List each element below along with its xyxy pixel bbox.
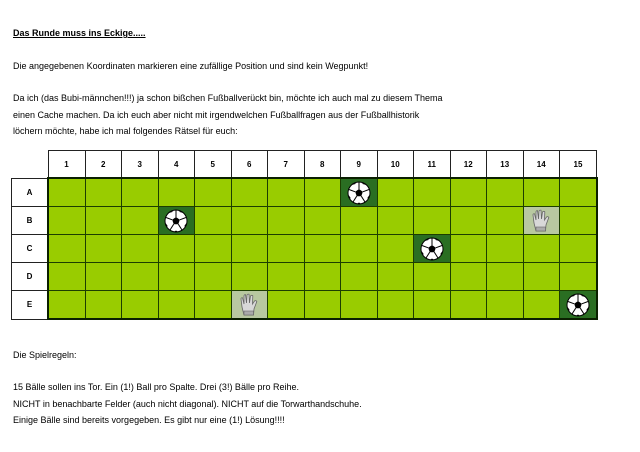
- grid-cell[interactable]: [195, 207, 232, 235]
- grid-cell[interactable]: [341, 291, 378, 320]
- grid-cell[interactable]: [523, 207, 560, 235]
- grid-cell[interactable]: [304, 235, 341, 263]
- grid-cell[interactable]: [450, 178, 487, 207]
- grid-cell[interactable]: [414, 235, 451, 263]
- grid-cell[interactable]: [195, 263, 232, 291]
- paragraph-line: löchern möchte, habe ich mal folgendes Rätsel für euch:: [13, 126, 238, 136]
- grid-cell[interactable]: [377, 178, 414, 207]
- grid-cell[interactable]: [414, 291, 451, 320]
- grid-cell[interactable]: [414, 178, 451, 207]
- paragraph-line: einen Cache machen. Da ich euch aber nicht mit irgendwelchen Fußballfragen aus der Fußballhistorik: [13, 110, 420, 120]
- grid-cell[interactable]: [231, 178, 268, 207]
- grid-cell[interactable]: [122, 207, 159, 235]
- grid-cell[interactable]: [195, 291, 232, 320]
- soccer-ball-icon: [159, 209, 195, 233]
- grid-cell[interactable]: [560, 207, 597, 235]
- grid-cell[interactable]: [377, 207, 414, 235]
- row-header: B: [12, 207, 49, 235]
- row-header: E: [12, 291, 49, 320]
- grid-cell[interactable]: [487, 235, 524, 263]
- rules-heading: Die Spielregeln:: [13, 350, 77, 360]
- grid-cell[interactable]: [487, 207, 524, 235]
- grid-cell[interactable]: [268, 207, 305, 235]
- paragraph-line: Da ich (das Bubi-männchen!!!) ja schon bißchen Fußballverückt bin, möchte ich auch mal zu diesem Thema: [13, 93, 443, 103]
- rule-line: NICHT in benachbarte Felder (auch nicht diagonal). NICHT auf die Torwarthandschuhe.: [13, 399, 362, 409]
- soccer-ball-icon: [560, 293, 596, 317]
- grid-cell[interactable]: [158, 207, 195, 235]
- column-header: 9: [341, 151, 378, 179]
- row-header: D: [12, 263, 49, 291]
- grid-cell[interactable]: [231, 235, 268, 263]
- grid-cell[interactable]: [377, 291, 414, 320]
- page-title: Das Runde muss ins Eckige.....: [13, 28, 146, 38]
- grid-cell[interactable]: [487, 291, 524, 320]
- grid-cell[interactable]: [268, 291, 305, 320]
- grid-cell[interactable]: [231, 207, 268, 235]
- grid-cell[interactable]: [158, 263, 195, 291]
- grid-corner: [12, 151, 49, 179]
- grid-cell[interactable]: [304, 263, 341, 291]
- grid-cell[interactable]: [85, 291, 122, 320]
- goalkeeper-glove-icon: [524, 209, 560, 233]
- grid-cell[interactable]: [122, 263, 159, 291]
- grid-cell[interactable]: [195, 178, 232, 207]
- column-header: 13: [487, 151, 524, 179]
- grid-cell[interactable]: [560, 291, 597, 320]
- goalkeeper-glove-icon: [232, 293, 268, 317]
- grid-cell[interactable]: [48, 235, 85, 263]
- row-header: C: [12, 235, 49, 263]
- column-header: 6: [231, 151, 268, 179]
- grid-cell[interactable]: [560, 263, 597, 291]
- intro-text: Die angegebenen Koordinaten markieren eine zufällige Position und sind kein Wegpunkt!: [13, 61, 369, 71]
- column-header: 12: [450, 151, 487, 179]
- column-header: 2: [85, 151, 122, 179]
- grid-cell[interactable]: [304, 178, 341, 207]
- column-header: 1: [48, 151, 85, 179]
- column-header: 15: [560, 151, 597, 179]
- column-header: 8: [304, 151, 341, 179]
- column-header: 11: [414, 151, 451, 179]
- grid-cell[interactable]: [48, 178, 85, 207]
- grid-cell[interactable]: [304, 291, 341, 320]
- grid-cell[interactable]: [268, 178, 305, 207]
- grid-cell[interactable]: [450, 291, 487, 320]
- grid-cell[interactable]: [158, 291, 195, 320]
- column-header: 7: [268, 151, 305, 179]
- grid-cell[interactable]: [48, 263, 85, 291]
- grid-cell[interactable]: [341, 178, 378, 207]
- grid-cell[interactable]: [487, 263, 524, 291]
- grid-cell[interactable]: [122, 235, 159, 263]
- grid-cell[interactable]: [523, 178, 560, 207]
- soccer-ball-icon: [341, 181, 377, 205]
- column-header: 10: [377, 151, 414, 179]
- grid-cell[interactable]: [523, 235, 560, 263]
- grid-cell[interactable]: [85, 207, 122, 235]
- grid-cell[interactable]: [122, 291, 159, 320]
- grid-cell[interactable]: [85, 235, 122, 263]
- grid-cell[interactable]: [268, 235, 305, 263]
- grid-cell[interactable]: [341, 263, 378, 291]
- rule-line: Einige Bälle sind bereits vorgegeben. Es gibt nur eine (1!) Lösung!!!!: [13, 415, 285, 425]
- grid-cell[interactable]: [450, 263, 487, 291]
- grid-cell[interactable]: [341, 207, 378, 235]
- grid-cell[interactable]: [231, 291, 268, 320]
- grid-cell[interactable]: [122, 178, 159, 207]
- grid-cell[interactable]: [487, 178, 524, 207]
- grid-cell[interactable]: [377, 263, 414, 291]
- column-header: 3: [122, 151, 159, 179]
- column-header: 5: [195, 151, 232, 179]
- grid-cell[interactable]: [560, 178, 597, 207]
- grid-cell[interactable]: [450, 235, 487, 263]
- grid-cell[interactable]: [304, 207, 341, 235]
- grid-cell[interactable]: [414, 263, 451, 291]
- grid-cell[interactable]: [85, 263, 122, 291]
- grid-cell[interactable]: [523, 291, 560, 320]
- rule-line: 15 Bälle sollen ins Tor. Ein (1!) Ball pro Spalte. Drei (3!) Bälle pro Reihe.: [13, 382, 299, 392]
- grid-cell[interactable]: [450, 207, 487, 235]
- grid-cell[interactable]: [231, 263, 268, 291]
- grid-cell[interactable]: [341, 235, 378, 263]
- grid-cell[interactable]: [268, 263, 305, 291]
- row-header: A: [12, 178, 49, 207]
- grid-cell[interactable]: [48, 207, 85, 235]
- grid-cell[interactable]: [523, 263, 560, 291]
- grid-cell[interactable]: [158, 178, 195, 207]
- grid-cell[interactable]: [85, 178, 122, 207]
- grid-cell[interactable]: [158, 235, 195, 263]
- grid-cell[interactable]: [195, 235, 232, 263]
- column-header: 4: [158, 151, 195, 179]
- grid-cell[interactable]: [414, 207, 451, 235]
- soccer-ball-icon: [414, 237, 450, 261]
- column-header: 14: [523, 151, 560, 179]
- grid-cell[interactable]: [48, 291, 85, 320]
- grid-cell[interactable]: [377, 235, 414, 263]
- puzzle-grid: [11, 150, 598, 320]
- grid-cell[interactable]: [560, 235, 597, 263]
